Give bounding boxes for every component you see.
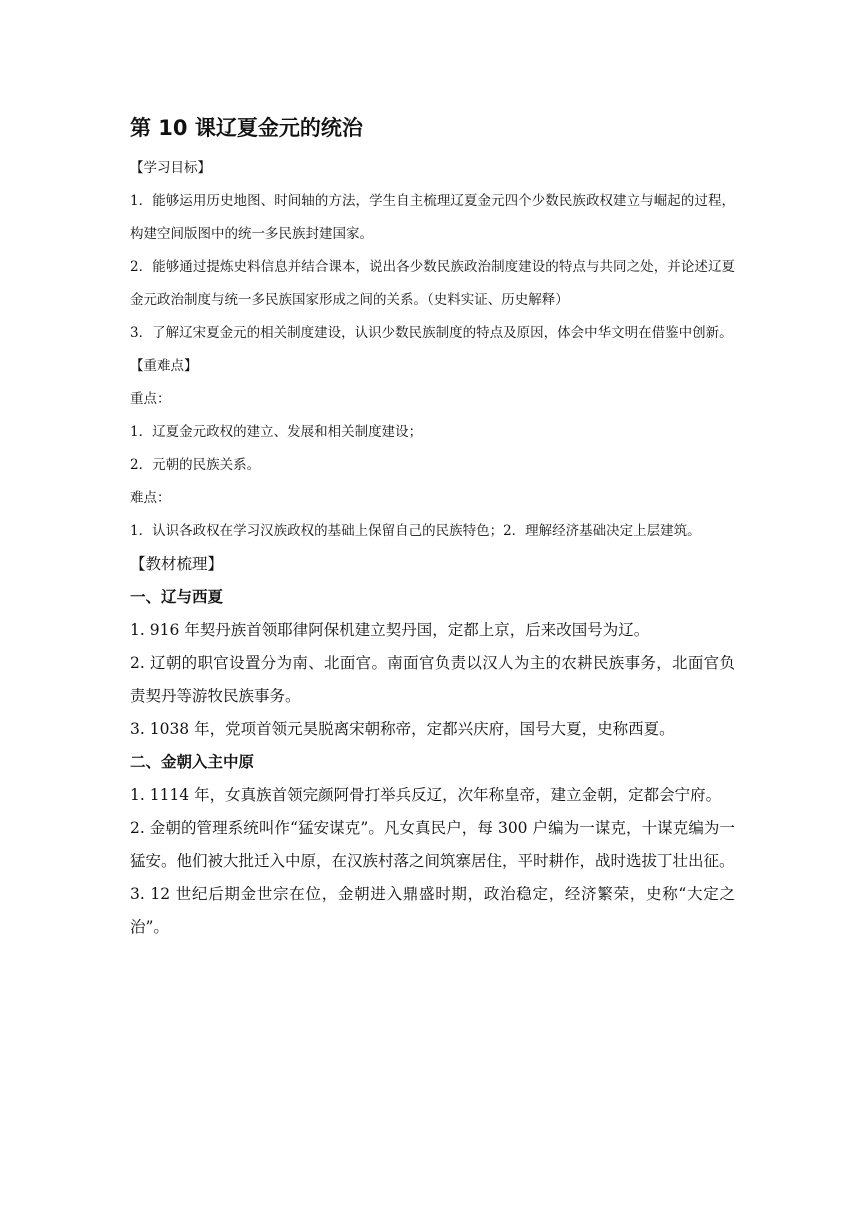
learning-goal-item: 3．了解辽宋夏金元的相关制度建设，认识少数民族制度的特点及原因，体会中华文明在借鉴中创新。 [130, 325, 733, 341]
section-item: 1. 916 年契丹族首领耶律阿保机建立契丹国，定都上京，后来改国号为辽。 [130, 621, 650, 639]
focus-item: 2．元朝的民族关系。 [130, 457, 261, 473]
section-heading: 二、金朝入主中原 [130, 753, 255, 771]
section-item: 2. 辽朝的职官设置分为南、北面官。南面官负责以汉人为主的农耕民族事务，北面官负责契丹等游牧民族事务。 [130, 654, 735, 705]
section-item: 2. 金朝的管理系统叫作“猛安谋克”。凡女真民户，每 300 户编为一谋克，十谋克编为一猛安。他们被大批迁入中原，在汉族村落之间筑寨居住，平时耕作，战时选拔丁壮出征。 [130, 819, 735, 870]
section-heading: 一、辽与西夏 [130, 588, 224, 606]
section-item: 1. 1114 年，女真族首领完颜阿骨打举兵反辽，次年称皇帝，建立金朝，定都会宁府。 [130, 786, 722, 804]
lesson-title: 第 10 课辽夏金元的统治 [130, 116, 363, 140]
section-item: 3. 12 世纪后期金世宗在位，金朝进入鼎盛时期，政治稳定，经济繁荣，史称“大定之治”。 [130, 885, 735, 936]
document-content [130, 110, 735, 944]
difficulty-label: 难点： [130, 490, 171, 506]
focus-label: 重点： [130, 391, 171, 407]
difficulty-text: 1．认识各政权在学习汉族政权的基础上保留自己的民族特色；2．理解经济基础决定上层建筑。 [130, 523, 701, 539]
key-points-label: 【重难点】 [130, 358, 198, 374]
focus-item: 1．辽夏金元政权的建立、发展和相关制度建设； [130, 424, 423, 440]
learning-goals-label: 【学习目标】 [130, 160, 211, 176]
section-item: 3. 1038 年，党项首领元昊脱离宋朝称帝，定都兴庆府，国号大夏，史称西夏。 [130, 720, 675, 738]
learning-goal-item: 1．能够运用历史地图、时间轴的方法，学生自主梳理辽夏金元四个少数民族政权建立与崛起的过程，构建空间版图中的统一多民族封建国家。 [130, 193, 735, 242]
learning-goal-item: 2．能够通过提炼史料信息并结合课本，说出各少数民族政治制度建设的特点与共同之处，并论述辽夏金元政治制度与统一多民族国家形成之间的关系。（史料实证、历史解释） [130, 259, 735, 308]
textbook-review-label: 【教材梳理】 [130, 555, 224, 573]
